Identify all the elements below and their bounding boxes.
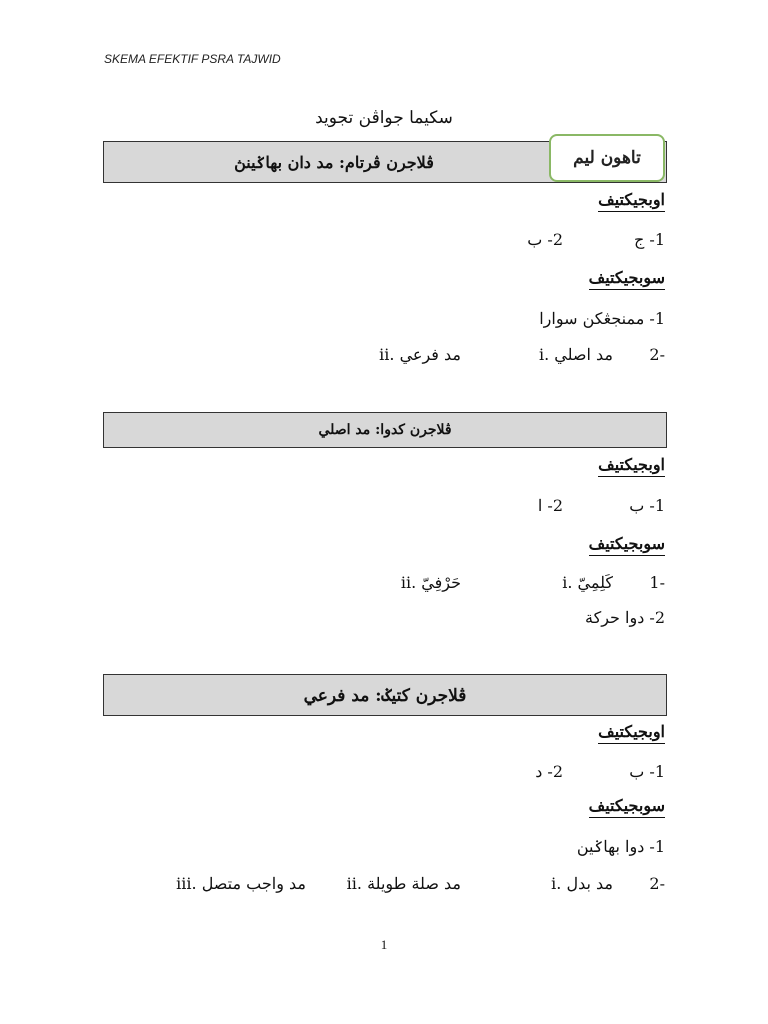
page-header: SKEMA EFEKTIF PSRA TAJWID [104, 52, 281, 66]
section3-subjective-2-ii: ii. مد صلة طويلة [346, 874, 461, 893]
section2-subjective-heading: سوبجيکتيف [589, 534, 665, 556]
section3-subjective-1: 1- دوا بهاݢين [576, 837, 665, 856]
section3-subjective-heading: سوبجيکتيف [589, 796, 665, 818]
section1-subjective-2-ii: ii. مد فرعي [379, 345, 461, 364]
year-badge: تاهون ليم [549, 134, 665, 182]
section1-objective-1: 1- ج [633, 230, 665, 249]
section3-subjective-2-i: i. مد بدل [551, 874, 613, 893]
section3-title-box [103, 674, 667, 716]
section2-objective-heading: اوبجيکتيف [598, 455, 665, 477]
section3-title: ڤلاجرن کتيݢ: مد فرعي [303, 685, 467, 706]
section1-subjective-heading: سوبجيکتيف [589, 268, 665, 290]
section1-objective-heading: اوبجيکتيف [598, 190, 665, 212]
section1-objective-2: 2- ب [527, 230, 563, 249]
section3-subjective-2-num: 2- [649, 874, 665, 893]
section1-subjective-2-i: i. مد اصلي [538, 345, 613, 364]
section3-subjective-2-iii: iii. مد واجب متصل [176, 874, 306, 893]
section2-subjective-2: 2- دوا حرکة [585, 608, 665, 627]
section2-objective-2: 2- ا [537, 496, 563, 515]
section2-objective-1: 1- ب [629, 496, 665, 515]
section1-subjective-2-num: 2- [649, 345, 665, 364]
section2-title-box [103, 412, 667, 448]
section2-title: ڤلاجرن کدوا: مد اصلي [318, 422, 452, 438]
page-number: 1 [380, 937, 388, 952]
section3-objective-heading: اوبجيکتيف [598, 722, 665, 744]
section3-objective-2: 2- د [535, 762, 563, 781]
section2-subjective-1-ii: ii. حَرْفِيّ [400, 573, 461, 592]
section1-title: ڤلاجرن ڤرتام: مد دان بهاݢينڽ [234, 152, 434, 172]
page-title: سکيما جواڤن تجويد [315, 108, 453, 128]
section1-subjective-1: 1- ممنجڠکن سوارا [539, 309, 665, 328]
section2-subjective-1-num: 1- [649, 573, 665, 592]
section2-subjective-1-i: i. كَلِمِيّ [562, 573, 613, 592]
section3-objective-1: 1- ب [629, 762, 665, 781]
